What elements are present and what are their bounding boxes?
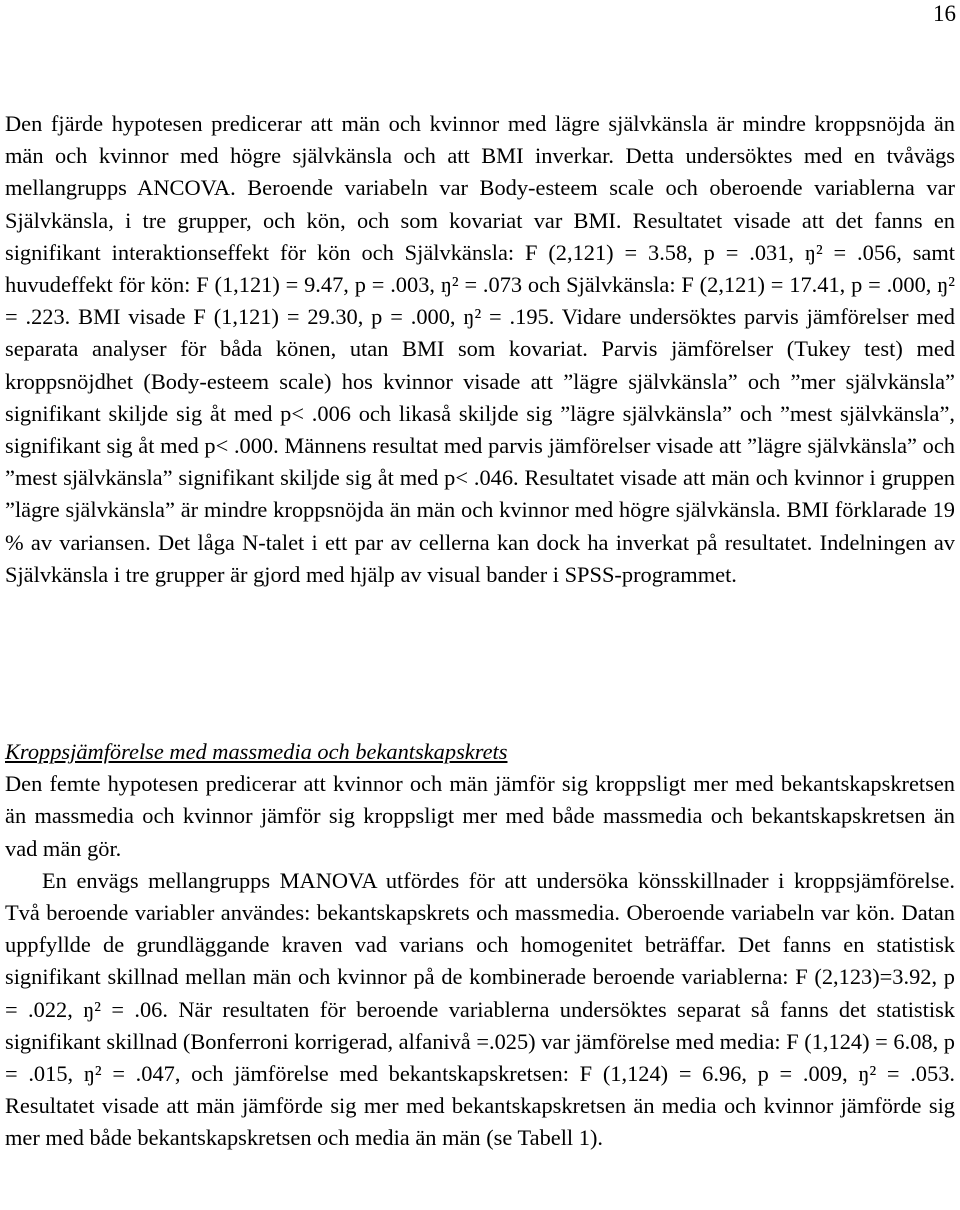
- section-body-comparison: [5, 736, 955, 1155]
- page-number: 16: [933, 1, 956, 26]
- paragraph-hypothesis-five: Den femte hypotesen predicerar att kvinnor och män jämför sig kroppsligt mer med bekantskapskretsen än massmedia och kvinnor jämför sig kroppsligt mer med både massmedia och bekantskapskretsen än vad män gör.: [5, 771, 955, 861]
- paragraph-hypothesis-four: Den fjärde hypotesen predicerar att män och kvinnor med lägre självkänsla är mindre kroppsnöjda än män och kvinnor med högre självkänsla och att BMI inverkar. Detta undersöktes med en tvåvägs mellangrupps ANCOVA. Beroende variabeln var Body-esteem scale och oberoende variablerna var Självkänsla, i tre grupper, och kön, och som kovariat var BMI. Resultatet visade att det fanns en signifikant interaktionseffekt för kön och Självkänsla: F (2,121) = 3.58, p = .031, ŋ² = .056, samt huvudeffekt för kön: F (1,121) = 9.47, p = .003, ŋ² = .073 och Självkänsla: F (2,121) = 17.41, p = .000, ŋ² = .223. BMI visade F (1,121) = 29.30, p = .000, ŋ² = .195. Vidare undersöktes parvis jämförelser med separata analyser för båda könen, utan BMI som kovariat. Parvis jämförelser (Tukey test) med kroppsnöjdhet (Body-esteem scale) hos kvinnor visade att ”lägre självkänsla” och ”mer självkänsla” signifikant skiljde sig åt med p< .006 och likaså skiljde sig ”lägre självkänsla” och ”mest självkänsla”, signifikant sig åt med p< .000. Männens resultat med parvis jämförelser visade att ”lägre självkänsla” och ”mest självkänsla” signifikant skiljde sig åt med p< .046. Resultatet visade att män och kvinnor i gruppen ”lägre självkänsla” är mindre kroppsnöjda än män och kvinnor med högre självkänsla. BMI förklarade 19 % av variansen. Det låga N-talet i ett par av cellerna kan dock ha inverkat på resultatet. Indelningen av Självkänsla i tre grupper är gjord med hjälp av visual bander i SPSS-programmet.: [5, 111, 955, 587]
- paragraph-manova-results: En envägs mellangrupps MANOVA utfördes för att undersöka könsskillnader i kroppsjämförelse. Två beroende variabler användes: bekantskapskrets och massmedia. Oberoende variabeln var kön. Datan uppfyllde de grundläggande kraven vad varians och homogenitet beträffar. Det fanns en statistisk signifikant skillnad mellan män och kvinnor på de kombinerade beroende variablerna: F (2,123)=3.92, p = .022, ŋ² = .06. När resultaten för beroende variablerna undersöktes separat så fanns det statistisk signifikant skillnad (Bonferroni korrigerad, alfanivå =.025) var jämförelse med media: F (1,124) = 6.08, p = .015, ŋ² = .047, och jämförelse med bekantskapskretsen: F (1,124) = 6.96, p = .009, ŋ² = .053. Resultatet visade att män jämförde sig mer med bekantskapskretsen än media och kvinnor jämförde sig mer med både bekantskapskretsen och media än män (se Tabell 1).: [5, 867, 955, 1151]
- body-text-block: [5, 108, 955, 591]
- section-heading: Kroppsjämförelse med massmedia och bekantskapskrets: [5, 739, 508, 764]
